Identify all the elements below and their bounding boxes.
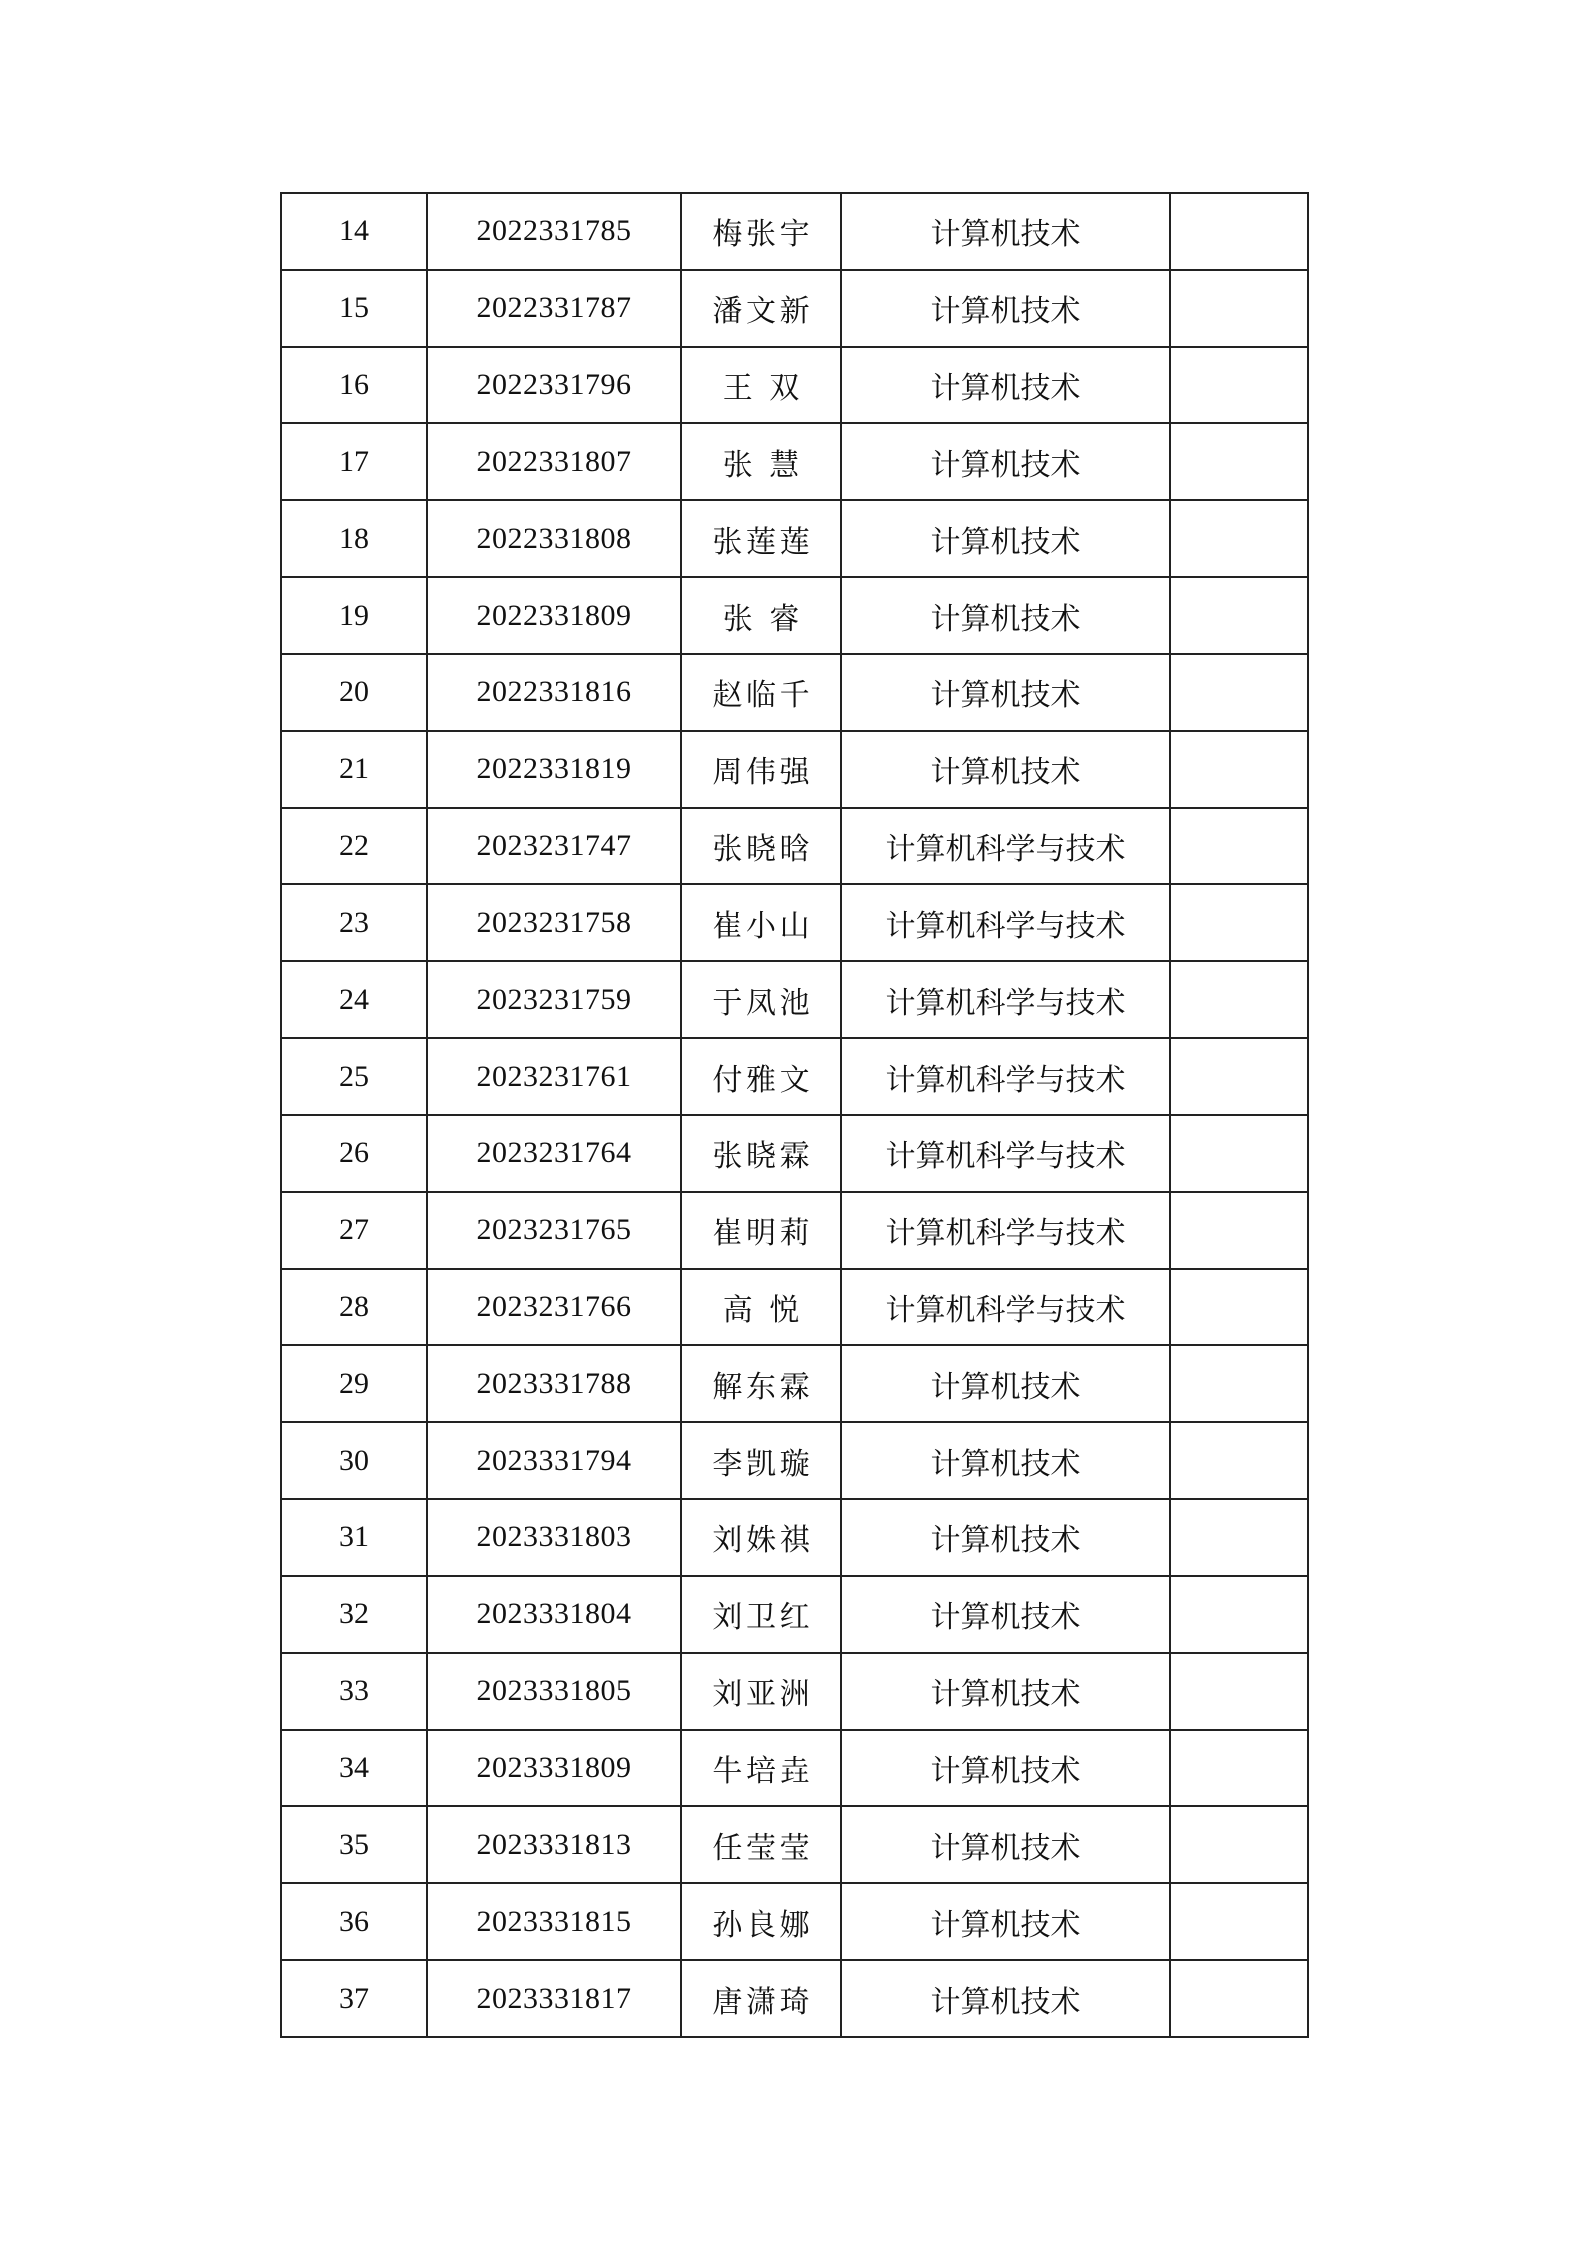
table-row <box>281 1883 1308 1960</box>
note-cell <box>1170 1730 1308 1807</box>
student-id-cell: 2023231758 <box>427 884 681 961</box>
student-id-cell: 2023231761 <box>427 1038 681 1115</box>
name-cell: 刘姝祺 <box>681 1499 841 1576</box>
table-row <box>281 1115 1308 1192</box>
student-id-cell: 2023331809 <box>427 1730 681 1807</box>
table-row <box>281 1422 1308 1499</box>
student-roster-table <box>280 192 1309 2038</box>
name-cell: 张莲莲 <box>681 500 841 577</box>
name-cell: 梅张宇 <box>681 193 841 270</box>
table-row <box>281 1806 1308 1883</box>
serial-cell: 28 <box>281 1269 427 1346</box>
name-cell: 王双 <box>681 347 841 424</box>
student-id-cell: 2023331813 <box>427 1806 681 1883</box>
major-cell: 计算机科学与技术 <box>841 1269 1170 1346</box>
note-cell <box>1170 1960 1308 2037</box>
note-cell <box>1170 1576 1308 1653</box>
table-row <box>281 731 1308 808</box>
serial-cell: 23 <box>281 884 427 961</box>
student-id-cell: 2022331796 <box>427 347 681 424</box>
major-cell: 计算机科学与技术 <box>841 1038 1170 1115</box>
student-id-cell: 2023331788 <box>427 1345 681 1422</box>
major-cell: 计算机科学与技术 <box>841 1192 1170 1269</box>
table-row <box>281 500 1308 577</box>
note-cell <box>1170 1345 1308 1422</box>
student-id-cell: 2023331815 <box>427 1883 681 1960</box>
table-row <box>281 347 1308 424</box>
serial-cell: 27 <box>281 1192 427 1269</box>
table-row <box>281 808 1308 885</box>
table-row <box>281 1730 1308 1807</box>
name-cell: 牛培垚 <box>681 1730 841 1807</box>
student-id-cell: 2023231764 <box>427 1115 681 1192</box>
student-id-cell: 2022331808 <box>427 500 681 577</box>
name-cell: 潘文新 <box>681 270 841 347</box>
serial-cell: 30 <box>281 1422 427 1499</box>
student-id-cell: 2023331794 <box>427 1422 681 1499</box>
table-row <box>281 1576 1308 1653</box>
serial-cell: 35 <box>281 1806 427 1883</box>
note-cell <box>1170 347 1308 424</box>
name-cell: 任莹莹 <box>681 1806 841 1883</box>
name-cell: 赵临千 <box>681 654 841 731</box>
serial-cell: 16 <box>281 347 427 424</box>
serial-cell: 34 <box>281 1730 427 1807</box>
major-cell: 计算机技术 <box>841 423 1170 500</box>
serial-cell: 29 <box>281 1345 427 1422</box>
student-id-cell: 2023331804 <box>427 1576 681 1653</box>
major-cell: 计算机技术 <box>841 1576 1170 1653</box>
note-cell <box>1170 1499 1308 1576</box>
major-cell: 计算机技术 <box>841 1960 1170 2037</box>
student-id-cell: 2023231759 <box>427 961 681 1038</box>
student-id-cell: 2022331816 <box>427 654 681 731</box>
table-row <box>281 423 1308 500</box>
note-cell <box>1170 1115 1308 1192</box>
note-cell <box>1170 1038 1308 1115</box>
student-id-cell: 2023231747 <box>427 808 681 885</box>
major-cell: 计算机技术 <box>841 1806 1170 1883</box>
serial-cell: 19 <box>281 577 427 654</box>
table-row <box>281 1038 1308 1115</box>
note-cell <box>1170 654 1308 731</box>
serial-cell: 25 <box>281 1038 427 1115</box>
name-cell: 刘卫红 <box>681 1576 841 1653</box>
note-cell <box>1170 1269 1308 1346</box>
name-cell: 李凯璇 <box>681 1422 841 1499</box>
table-row <box>281 1653 1308 1730</box>
note-cell <box>1170 961 1308 1038</box>
note-cell <box>1170 884 1308 961</box>
serial-cell: 37 <box>281 1960 427 2037</box>
table-row <box>281 654 1308 731</box>
name-cell: 张晓霖 <box>681 1115 841 1192</box>
major-cell: 计算机技术 <box>841 500 1170 577</box>
note-cell <box>1170 193 1308 270</box>
name-cell: 崔小山 <box>681 884 841 961</box>
name-cell: 解东霖 <box>681 1345 841 1422</box>
student-id-cell: 2022331787 <box>427 270 681 347</box>
note-cell <box>1170 423 1308 500</box>
major-cell: 计算机技术 <box>841 731 1170 808</box>
student-id-cell: 2022331807 <box>427 423 681 500</box>
major-cell: 计算机技术 <box>841 577 1170 654</box>
name-cell: 刘亚洲 <box>681 1653 841 1730</box>
note-cell <box>1170 1883 1308 1960</box>
student-id-cell: 2023331805 <box>427 1653 681 1730</box>
name-cell: 张晓晗 <box>681 808 841 885</box>
serial-cell: 15 <box>281 270 427 347</box>
major-cell: 计算机技术 <box>841 347 1170 424</box>
serial-cell: 14 <box>281 193 427 270</box>
serial-cell: 31 <box>281 1499 427 1576</box>
name-cell: 孙良娜 <box>681 1883 841 1960</box>
name-cell: 张慧 <box>681 423 841 500</box>
table-row <box>281 1499 1308 1576</box>
major-cell: 计算机技术 <box>841 1653 1170 1730</box>
major-cell: 计算机技术 <box>841 1345 1170 1422</box>
table-row <box>281 884 1308 961</box>
major-cell: 计算机科学与技术 <box>841 961 1170 1038</box>
serial-cell: 17 <box>281 423 427 500</box>
table-row <box>281 1345 1308 1422</box>
name-cell: 崔明莉 <box>681 1192 841 1269</box>
note-cell <box>1170 577 1308 654</box>
student-id-cell: 2023231765 <box>427 1192 681 1269</box>
name-cell: 付雅文 <box>681 1038 841 1115</box>
note-cell <box>1170 1653 1308 1730</box>
major-cell: 计算机技术 <box>841 270 1170 347</box>
student-roster-body <box>281 193 1308 2037</box>
note-cell <box>1170 808 1308 885</box>
serial-cell: 20 <box>281 654 427 731</box>
name-cell: 高悦 <box>681 1269 841 1346</box>
student-id-cell: 2022331785 <box>427 193 681 270</box>
major-cell: 计算机科学与技术 <box>841 1115 1170 1192</box>
major-cell: 计算机技术 <box>841 1883 1170 1960</box>
student-id-cell: 2022331809 <box>427 577 681 654</box>
major-cell: 计算机技术 <box>841 1730 1170 1807</box>
table-row <box>281 1960 1308 2037</box>
table-row <box>281 1269 1308 1346</box>
serial-cell: 22 <box>281 808 427 885</box>
serial-cell: 18 <box>281 500 427 577</box>
serial-cell: 33 <box>281 1653 427 1730</box>
note-cell <box>1170 1422 1308 1499</box>
table-row <box>281 193 1308 270</box>
serial-cell: 21 <box>281 731 427 808</box>
major-cell: 计算机技术 <box>841 1422 1170 1499</box>
student-id-cell: 2023331817 <box>427 1960 681 2037</box>
name-cell: 张睿 <box>681 577 841 654</box>
student-id-cell: 2022331819 <box>427 731 681 808</box>
note-cell <box>1170 731 1308 808</box>
major-cell: 计算机技术 <box>841 1499 1170 1576</box>
note-cell <box>1170 270 1308 347</box>
table-row <box>281 1192 1308 1269</box>
serial-cell: 26 <box>281 1115 427 1192</box>
name-cell: 周伟强 <box>681 731 841 808</box>
name-cell: 于凤池 <box>681 961 841 1038</box>
note-cell <box>1170 1192 1308 1269</box>
table-row <box>281 961 1308 1038</box>
major-cell: 计算机科学与技术 <box>841 884 1170 961</box>
major-cell: 计算机技术 <box>841 654 1170 731</box>
major-cell: 计算机技术 <box>841 193 1170 270</box>
name-cell: 唐潇琦 <box>681 1960 841 2037</box>
note-cell <box>1170 500 1308 577</box>
serial-cell: 24 <box>281 961 427 1038</box>
major-cell: 计算机科学与技术 <box>841 808 1170 885</box>
note-cell <box>1170 1806 1308 1883</box>
serial-cell: 36 <box>281 1883 427 1960</box>
table-row <box>281 270 1308 347</box>
student-id-cell: 2023331803 <box>427 1499 681 1576</box>
serial-cell: 32 <box>281 1576 427 1653</box>
table-row <box>281 577 1308 654</box>
student-id-cell: 2023231766 <box>427 1269 681 1346</box>
